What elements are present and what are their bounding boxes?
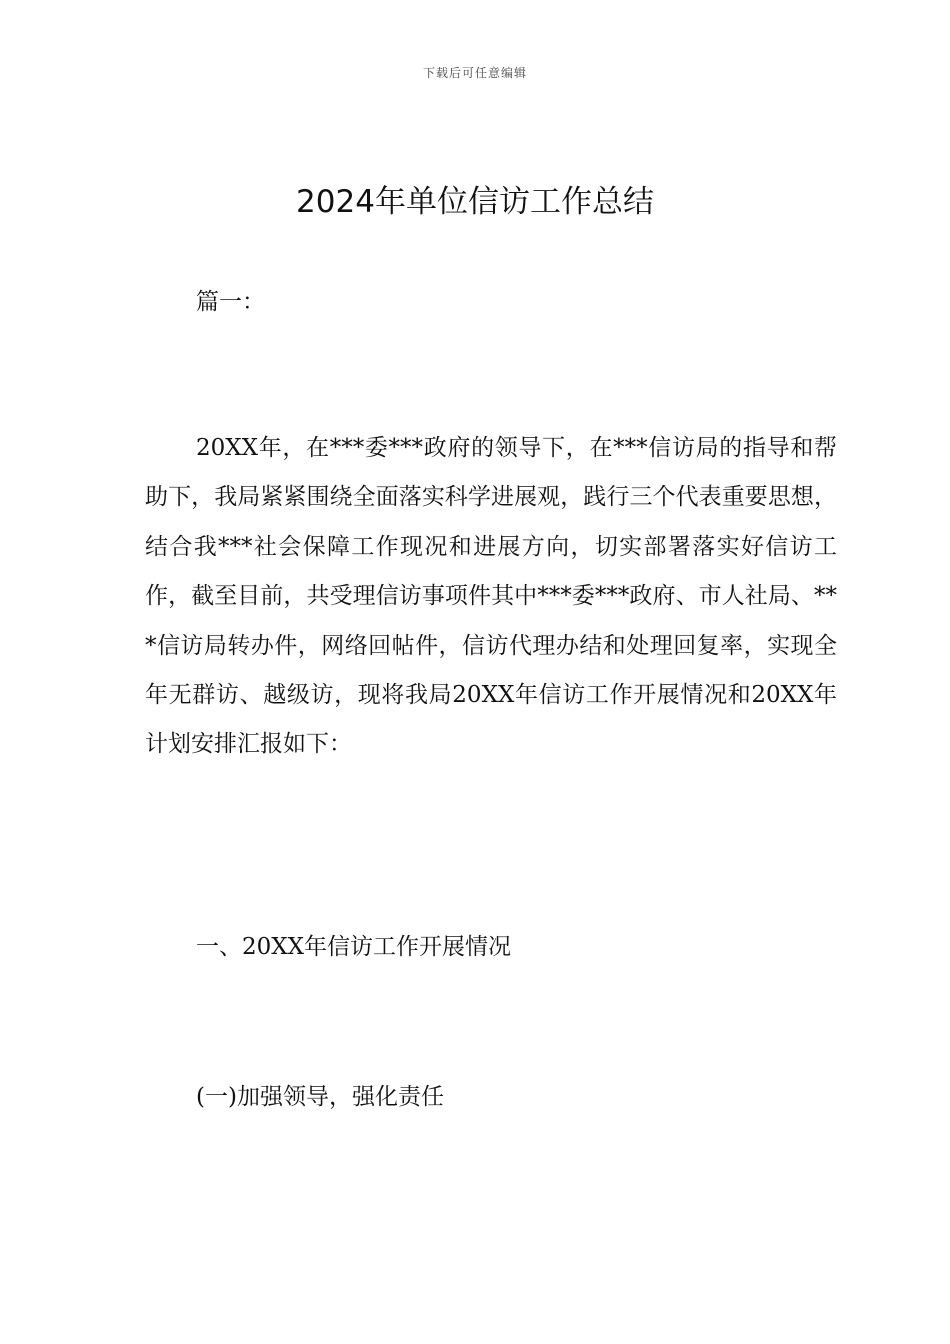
subsection-heading: (一)加强领导，强化责任	[196, 1084, 444, 1110]
document-title: 2024年单位信访工作总结	[296, 184, 654, 220]
section-heading: 一、20XX年信访工作开展情况	[196, 934, 512, 960]
section-label: 篇一：	[196, 289, 265, 315]
header-note: 下载后可任意编辑	[422, 66, 527, 80]
body-paragraph: 20XX年，在***委***政府的领导下，在***信访局的指导和帮助下，我局紧紧围绕全面落实科学进展观，践行三个代表重要思想，结合我***社会保障工作现况和进展方向，切实部署落实好信访工作，截至目前，共受理信访事项件其中***委***政府、市人社局、***信访局转办件，网络回帖件，信访代理办结和处理回复率，实现全年无群访、越级访，现将我局20XX年信访工作开展情况和20XX年计划安排汇报如下：	[145, 435, 837, 758]
